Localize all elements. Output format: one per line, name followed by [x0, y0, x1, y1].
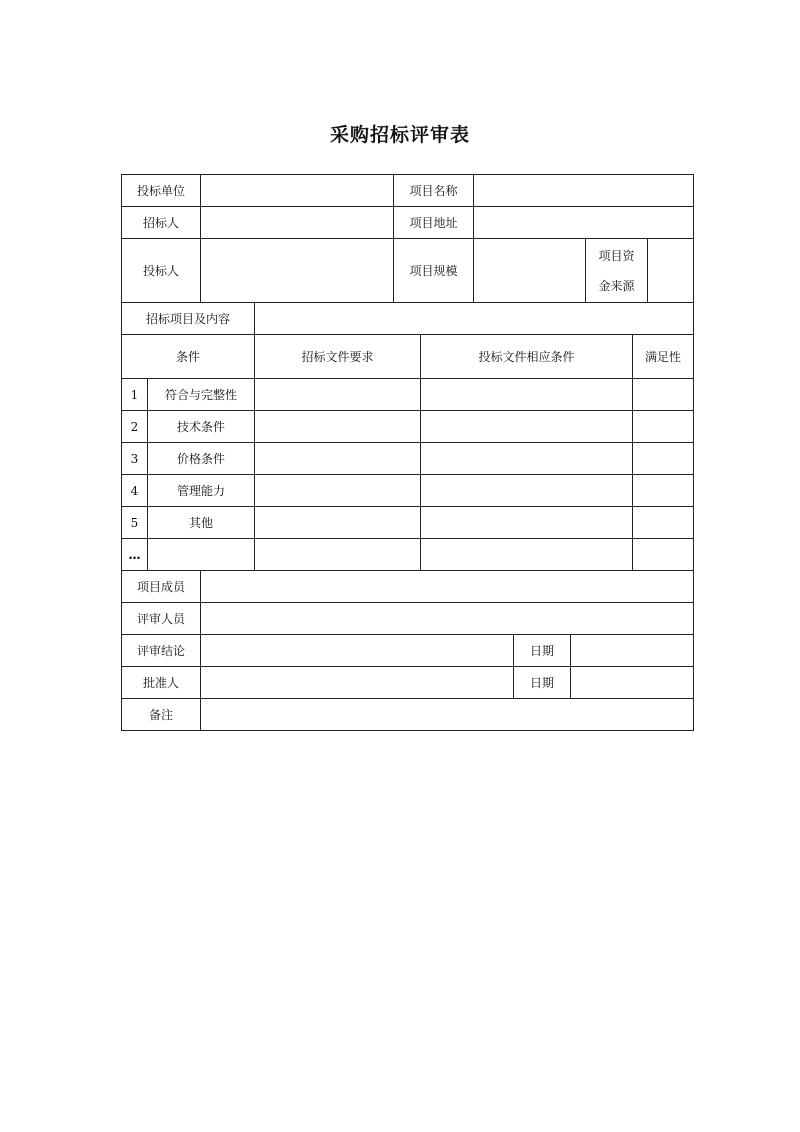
criteria-requirement-field[interactable] [254, 378, 421, 411]
criteria-requirement-field[interactable] [254, 506, 421, 539]
review-conclusion-label: 评审结论 [121, 634, 201, 667]
criteria-satisfaction-field[interactable] [632, 410, 694, 443]
project-members-label: 项目成员 [121, 570, 201, 603]
criteria-row-name: 其他 [147, 506, 255, 539]
approver-field[interactable] [200, 666, 514, 699]
criteria-row-name: 符合与完整性 [147, 378, 255, 411]
criteria-requirement-field[interactable] [254, 442, 421, 475]
bidder-field[interactable] [200, 238, 394, 303]
bid-response-column-header: 投标文件相应条件 [420, 334, 633, 379]
criteria-requirement-field[interactable] [254, 474, 421, 507]
criteria-satisfaction-field[interactable] [632, 506, 694, 539]
bidding-unit-label: 投标单位 [121, 174, 201, 207]
tender-requirements-column-header: 招标文件要求 [254, 334, 421, 379]
remarks-label: 备注 [121, 698, 201, 731]
criteria-row-number: … [121, 538, 148, 571]
tenderer-label: 招标人 [121, 206, 201, 239]
criteria-satisfaction-field[interactable] [632, 474, 694, 507]
project-name-label: 项目名称 [393, 174, 474, 207]
satisfaction-column-header: 满足性 [632, 334, 694, 379]
reviewers-label: 评审人员 [121, 602, 201, 635]
criteria-row-name: 管理能力 [147, 474, 255, 507]
criteria-satisfaction-field[interactable] [632, 442, 694, 475]
criteria-row-number: 4 [121, 474, 148, 507]
project-scale-field[interactable] [473, 238, 586, 303]
review-form-table [121, 174, 694, 731]
criteria-response-field[interactable] [420, 378, 633, 411]
review-conclusion-field[interactable] [200, 634, 514, 667]
criteria-requirement-field[interactable] [254, 410, 421, 443]
criteria-row-number: 2 [121, 410, 148, 443]
project-address-field[interactable] [473, 206, 694, 239]
remarks-field[interactable] [200, 698, 694, 731]
project-name-field[interactable] [473, 174, 694, 207]
criteria-row-name: 价格条件 [147, 442, 255, 475]
project-scale-label: 项目规模 [393, 238, 474, 303]
criteria-response-field[interactable] [420, 442, 633, 475]
bidding-unit-field[interactable] [200, 174, 394, 207]
tenderer-field[interactable] [200, 206, 394, 239]
funding-source-field[interactable] [647, 238, 694, 303]
criteria-row-number: 3 [121, 442, 148, 475]
tender-items-label: 招标项目及内容 [121, 302, 255, 335]
page-title: 采购招标评审表 [329, 124, 470, 146]
tender-items-field[interactable] [254, 302, 694, 335]
conclusion-date-field[interactable] [570, 634, 694, 667]
criteria-row-name-field[interactable] [147, 538, 255, 571]
criteria-response-field[interactable] [420, 410, 633, 443]
project-members-field[interactable] [200, 570, 694, 603]
funding-source-label [585, 238, 648, 303]
approval-date-label: 日期 [513, 666, 571, 699]
criteria-row-name: 技术条件 [147, 410, 255, 443]
criteria-satisfaction-field[interactable] [632, 378, 694, 411]
criteria-response-field[interactable] [420, 538, 633, 571]
criteria-response-field[interactable] [420, 474, 633, 507]
criteria-row-number: 1 [121, 378, 148, 411]
reviewers-field[interactable] [200, 602, 694, 635]
criteria-satisfaction-field[interactable] [632, 538, 694, 571]
conclusion-date-label: 日期 [513, 634, 571, 667]
criteria-requirement-field[interactable] [254, 538, 421, 571]
criteria-response-field[interactable] [420, 506, 633, 539]
bidder-label: 投标人 [121, 238, 201, 303]
condition-column-header: 条件 [121, 334, 255, 379]
criteria-row-number: 5 [121, 506, 148, 539]
funding-source-label-line2: 金来源 [598, 278, 635, 293]
project-address-label: 项目地址 [393, 206, 474, 239]
approver-label: 批准人 [121, 666, 201, 699]
funding-source-label-line1: 项目资 [598, 248, 635, 263]
approval-date-field[interactable] [570, 666, 694, 699]
